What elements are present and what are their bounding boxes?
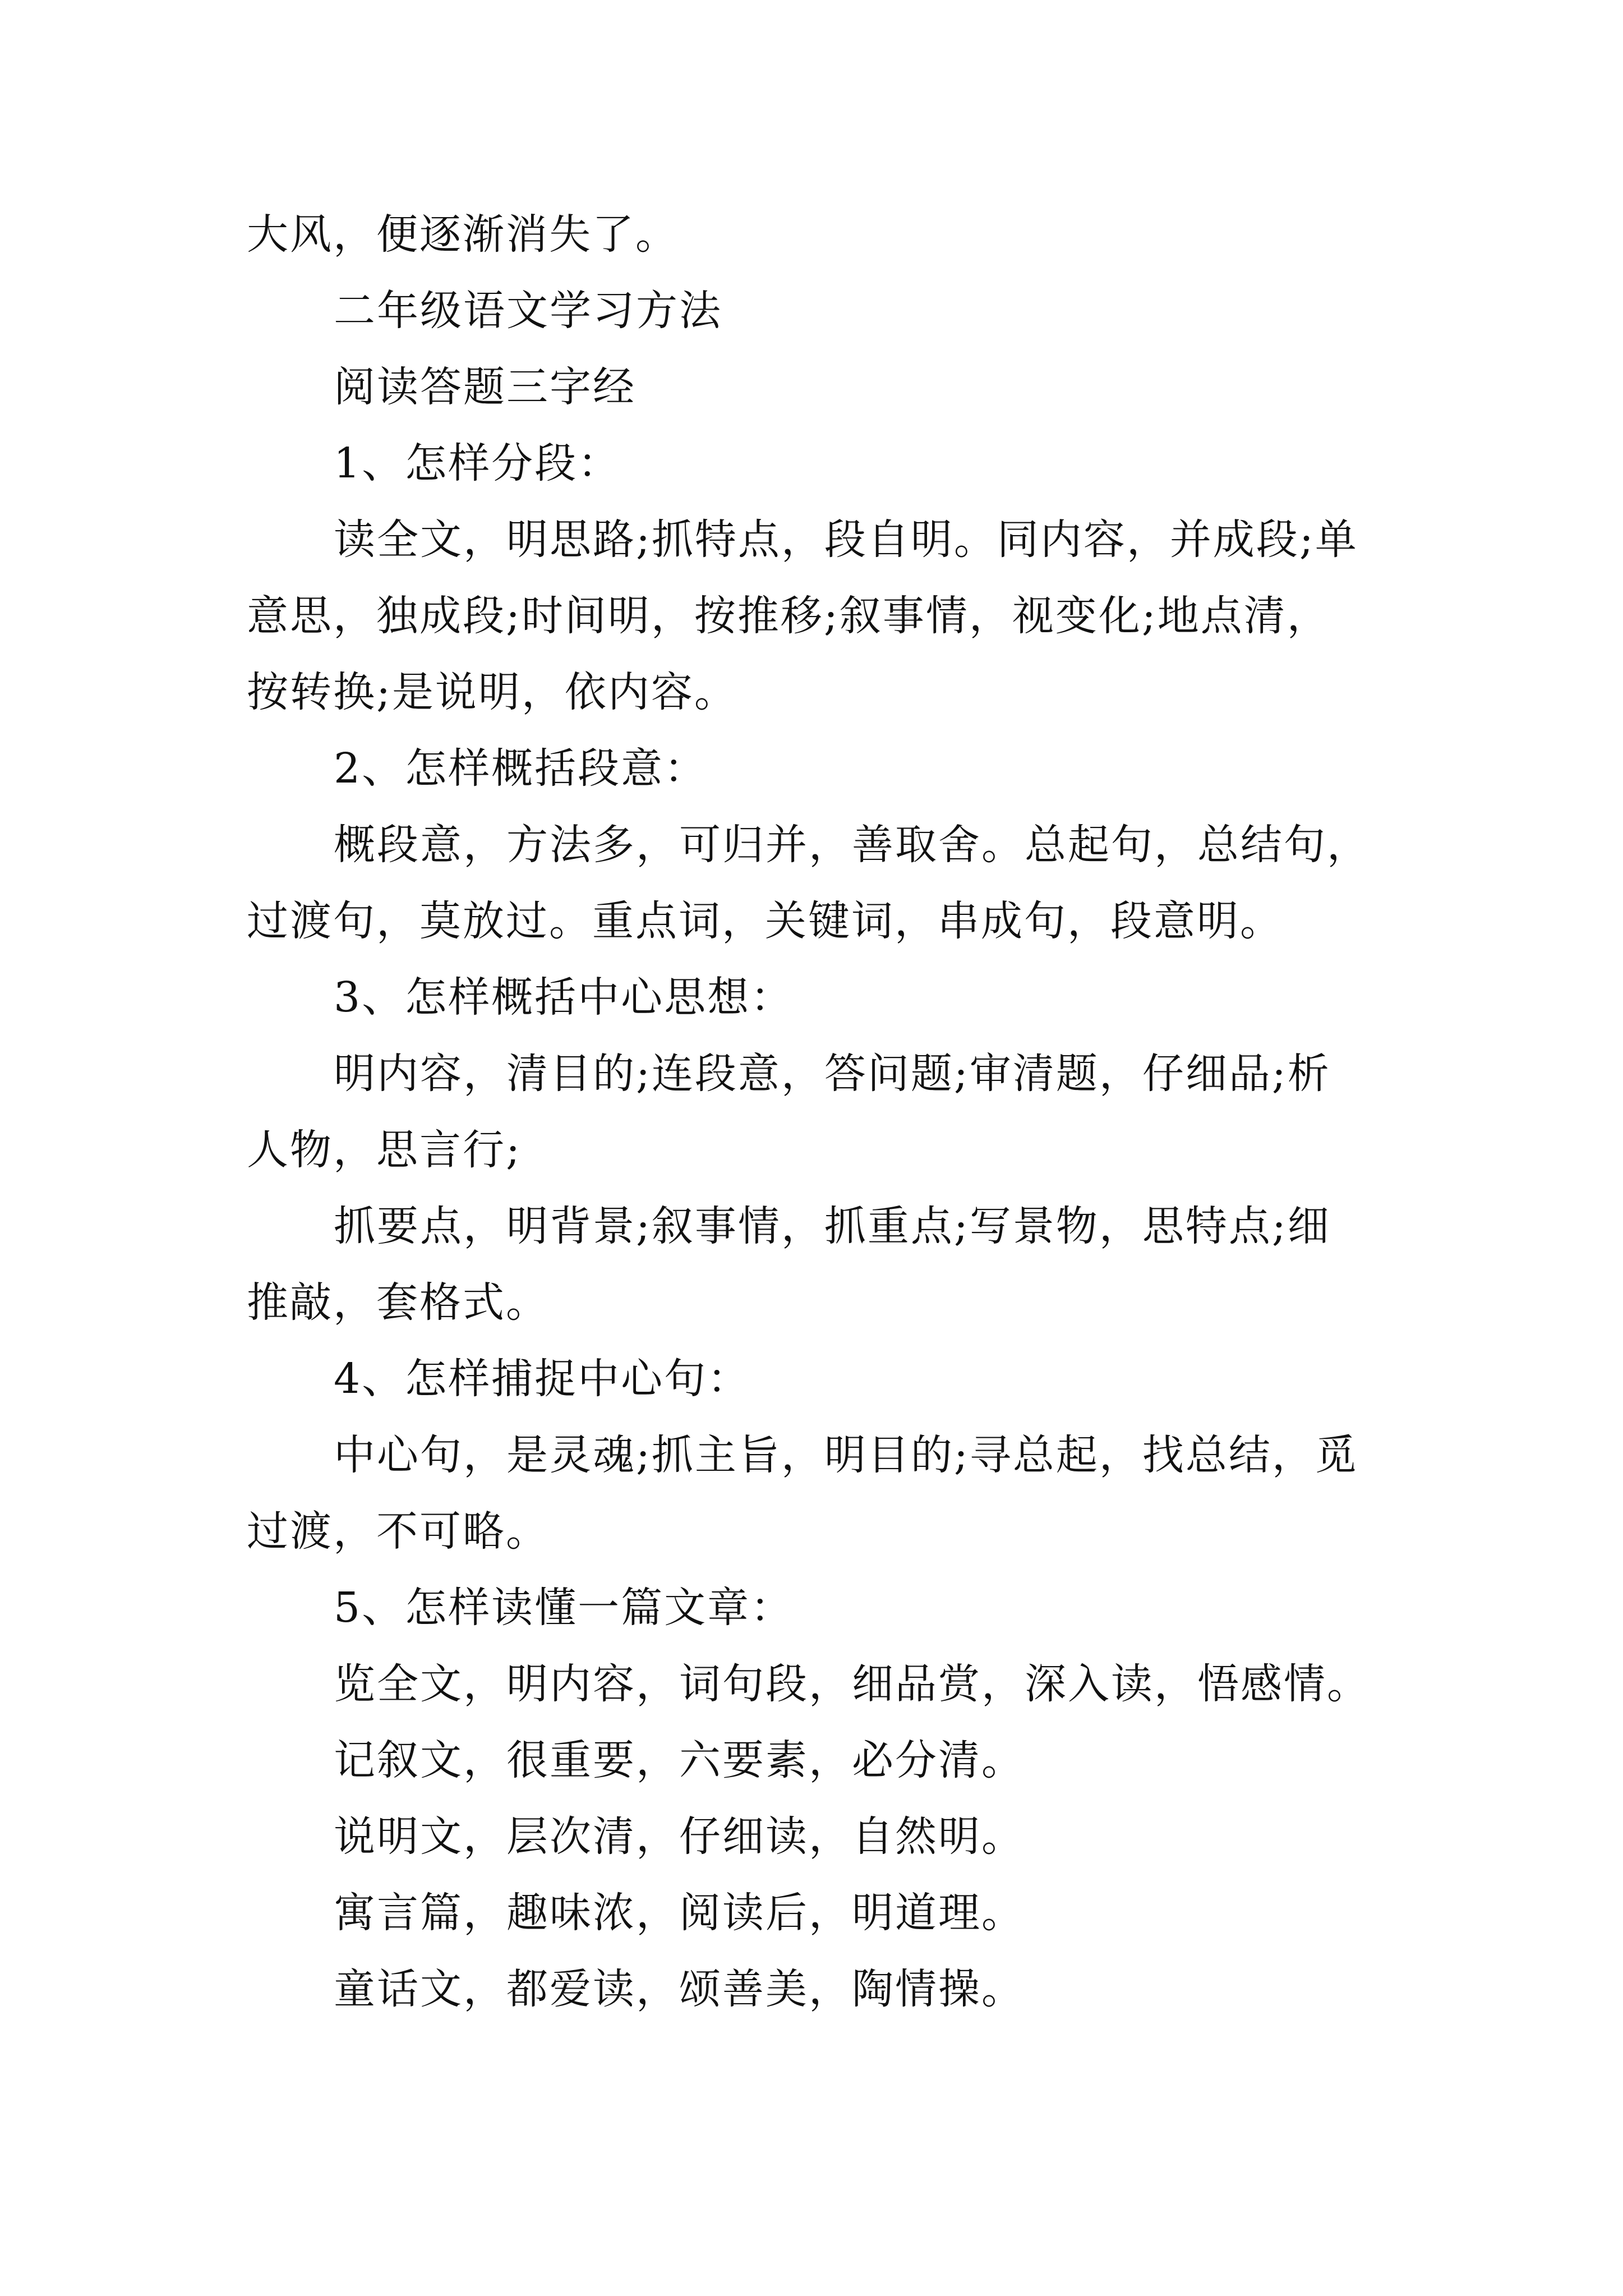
heading-1: 1、怎样分段： <box>334 439 621 487</box>
text-line-7: 按转换;是说明，依内容。 <box>247 668 737 716</box>
section-title: 二年级语文学习方法 <box>334 287 722 335</box>
text-line-23: 寓言篇，趣味浓，阅读后，明道理。 <box>334 1889 1025 1937</box>
subsection-title: 阅读答题三字经 <box>334 363 636 411</box>
text-line-21: 记叙文，很重要，六要素，必分清。 <box>334 1736 1025 1784</box>
heading-2: 2、怎样概括段意： <box>334 744 708 793</box>
text-line-6: 意思，独成段;时间明，按推移;叙事情，视变化;地点清， <box>247 592 1330 640</box>
heading-5: 5、怎样读懂一篇文章： <box>334 1584 794 1632</box>
text-line-17: 中心句，是灵魂;抓主旨，明目的;寻总起，找总结，觅 <box>334 1431 1358 1479</box>
text-line-15: 推敲，套格式。 <box>247 1278 549 1327</box>
heading-4: 4、怎样捕捉中心句： <box>334 1355 751 1403</box>
text-line-20: 览全文，明内容，词句段，细品赏，深入读，悟感情。 <box>334 1660 1370 1708</box>
text-line-5: 读全文，明思路;抓特点，段自明。同内容，并成段;单 <box>334 516 1358 564</box>
heading-3: 3、怎样概括中心思想： <box>334 973 794 1022</box>
text-line-18: 过渡，不可略。 <box>247 1507 549 1556</box>
text-line-14: 抓要点，明背景;叙事情，抓重点;写景物，思特点;细 <box>334 1202 1331 1250</box>
text-line-13: 人物，思言行; <box>247 1126 522 1174</box>
text-line-22: 说明文，层次清，仔细读，自然明。 <box>334 1812 1025 1861</box>
text-line-24: 童话文，都爱读，颂善美，陶情操。 <box>334 1965 1025 2013</box>
text-line-9: 概段意，方法多，可归并，善取舍。总起句，总结句， <box>334 821 1370 869</box>
text-line-10: 过渡句，莫放过。重点词，关键词，串成句，段意明。 <box>247 897 1283 945</box>
text-line-12: 明内容，清目的;连段意，答问题;审清题，仔细品;析 <box>334 1050 1331 1098</box>
text-line-1: 大风，便逐渐消失了。 <box>247 210 679 259</box>
